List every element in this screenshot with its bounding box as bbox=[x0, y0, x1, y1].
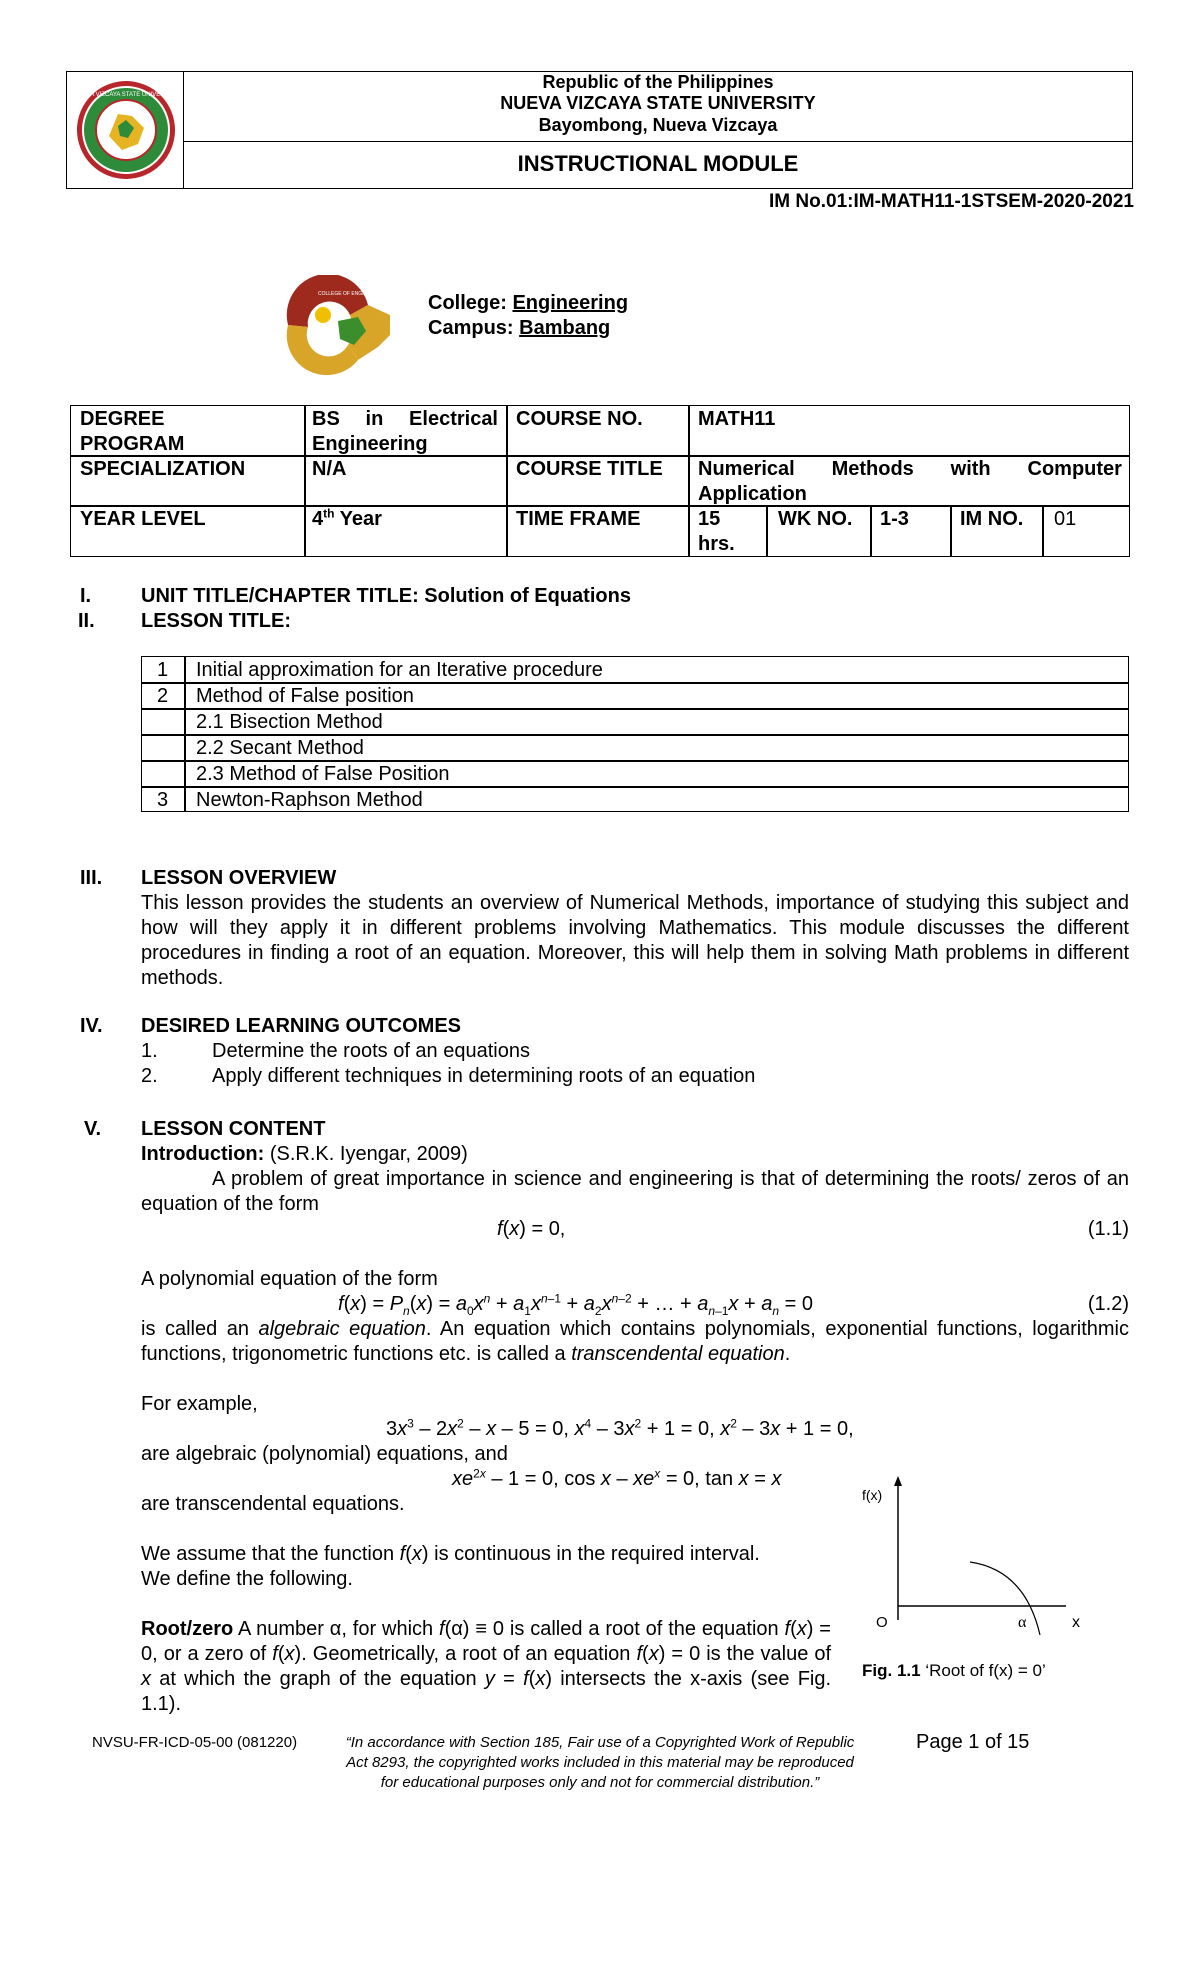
introduction-line bbox=[141, 1142, 468, 1167]
university-seal-logo bbox=[74, 78, 178, 182]
polynomial-intro: A polynomial equation of the form bbox=[141, 1268, 438, 1290]
year-sup: th bbox=[323, 506, 335, 521]
section-2-num: II. bbox=[78, 610, 95, 632]
outcome-num: 2. bbox=[141, 1065, 158, 1087]
info-table-col-5 bbox=[870, 505, 872, 557]
section-1-num: I. bbox=[80, 585, 92, 607]
section-4-num: IV. bbox=[80, 1015, 103, 1037]
equation-1-1: f(x) = 0, bbox=[497, 1218, 566, 1240]
assume-post: is continuous in the required interval. bbox=[434, 1543, 760, 1565]
im-no-value: 01 bbox=[1054, 508, 1077, 530]
term-transcendental-equation: transcendental equation bbox=[571, 1343, 785, 1365]
course-title-label: COURSE TITLE bbox=[516, 458, 663, 480]
course-no-value: MATH11 bbox=[698, 408, 776, 430]
lesson-title: 2.3 Method of False Position bbox=[196, 763, 450, 785]
origin-label: O bbox=[876, 1614, 888, 1631]
figure-caption-text: ‘Root of f(x) = 0’ bbox=[925, 1661, 1046, 1680]
lesson-num: 1 bbox=[156, 659, 169, 681]
outcome-text: Determine the roots of an equations bbox=[212, 1040, 530, 1062]
define-line: We define the following. bbox=[141, 1568, 353, 1590]
degree-value: BS in Electrical Engineering bbox=[312, 408, 498, 455]
root-figure bbox=[850, 1470, 1090, 1640]
im-number: IM No.01:IM-MATH11-1STSEM-2020-2021 bbox=[769, 191, 1134, 212]
root-def-1: A number α, for which bbox=[238, 1618, 434, 1640]
term-algebraic-equation: algebraic equation bbox=[258, 1318, 426, 1340]
root-def-6: at which the graph of the equation bbox=[159, 1668, 477, 1690]
outcome-num: 1. bbox=[141, 1040, 158, 1062]
footer-page-number: Page 1 of 15 bbox=[916, 1731, 1030, 1753]
intro-paragraph-text: A problem of great importance in science and engineering is that of determining the roots/ zeros of an equation of the form bbox=[141, 1168, 1129, 1215]
equation-1-1-label: (1.1) bbox=[1087, 1218, 1129, 1240]
info-table-col-4 bbox=[766, 505, 768, 557]
intro-citation: (S.R.K. Iyengar, 2009) bbox=[269, 1143, 468, 1165]
section-2-title: LESSON TITLE: bbox=[141, 610, 291, 632]
college-logo-text: COLLEGE OF ENGINEERING bbox=[318, 291, 387, 297]
time-frame-label: TIME FRAME bbox=[516, 508, 641, 530]
y-axis-label: f(x) bbox=[862, 1487, 883, 1503]
college-line bbox=[428, 291, 628, 316]
time-frame-value: 15 hrs. bbox=[698, 508, 735, 555]
root-label: Root/zero bbox=[141, 1618, 234, 1640]
course-no-label: COURSE NO. bbox=[516, 408, 643, 430]
text-after-algebraic: . An equation which contains polynomials, exponential functions, logarithmic functions, trigonometric functions etc. is called a bbox=[141, 1318, 1129, 1365]
for-example: For example, bbox=[141, 1393, 258, 1415]
assume-pre: We assume that the function bbox=[141, 1543, 395, 1565]
info-table-col-2 bbox=[506, 405, 508, 557]
outcome-text: Apply different techniques in determining roots of an equation bbox=[212, 1065, 756, 1087]
equation-1-2-label: (1.2) bbox=[1087, 1293, 1129, 1315]
specialization-label: SPECIALIZATION bbox=[80, 458, 246, 480]
im-no-label: IM NO. bbox=[960, 508, 1024, 530]
info-table-col-1 bbox=[304, 405, 306, 557]
x-axis-label: x bbox=[1072, 1614, 1080, 1631]
year-level-value bbox=[312, 507, 382, 532]
root-def-3: , or a zero of bbox=[152, 1643, 267, 1665]
are-algebraic-text: are algebraic (polynomial) equations, and bbox=[141, 1443, 508, 1465]
lesson-num: 3 bbox=[156, 789, 169, 811]
info-table-col-6 bbox=[950, 505, 952, 557]
section-5-title: LESSON CONTENT bbox=[141, 1118, 326, 1140]
section-4-title: DESIRED LEARNING OUTCOMES bbox=[141, 1015, 462, 1037]
are-transcendental-text: are transcendental equations. bbox=[141, 1493, 405, 1515]
y-axis-arrow bbox=[894, 1476, 902, 1486]
lesson-title: 2.2 Secant Method bbox=[196, 737, 364, 759]
text-is-called-an: is called an bbox=[141, 1318, 249, 1340]
root-def-4: . Geometrically, a root of an equation bbox=[301, 1643, 631, 1665]
degree-label: DEGREE PROGRAM bbox=[80, 408, 185, 455]
root-def-7: intersects the x-axis (see Fig. 1.1). bbox=[141, 1668, 832, 1715]
intro-paragraph bbox=[141, 1167, 1129, 1217]
footer-form-code: NVSU-FR-ICD-05-00 (081220) bbox=[92, 1734, 298, 1751]
lesson-title: Initial approximation for an Iterative procedure bbox=[196, 659, 603, 681]
root-alpha-label: α bbox=[1018, 1614, 1027, 1631]
lesson-title: Method of False position bbox=[196, 685, 414, 707]
year-word: Year bbox=[339, 508, 382, 530]
lesson-title: Newton-Raphson Method bbox=[196, 789, 423, 811]
campus-line bbox=[428, 316, 610, 341]
info-table-col-7 bbox=[1042, 505, 1044, 557]
republic-line: Republic of the Philippines bbox=[542, 72, 774, 92]
week-no-value: 1-3 bbox=[880, 508, 909, 530]
university-name: NUEVA VIZCAYA STATE UNIVERSITY bbox=[500, 93, 816, 113]
function-curve bbox=[970, 1562, 1040, 1635]
section-3-title: LESSON OVERVIEW bbox=[141, 867, 337, 889]
lesson-title: 2.1 Bisection Method bbox=[196, 711, 383, 733]
figure-caption-label: Fig. 1.1 bbox=[862, 1661, 921, 1680]
footer-notice-line-1: “In accordance with Section 185, Fair use of a Copyrighted Work of Republic bbox=[345, 1734, 855, 1751]
specialization-value: N/A bbox=[312, 458, 347, 480]
university-location: Bayombong, Nueva Vizcaya bbox=[538, 115, 778, 135]
info-table-col-3 bbox=[688, 405, 690, 557]
lesson-num: 2 bbox=[156, 685, 169, 707]
campus-label: Campus: bbox=[428, 317, 514, 339]
figure-caption bbox=[862, 1660, 1046, 1682]
overview-paragraph: This lesson provides the students an overview of Numerical Methods, importance of studying this subject and how will they apply it in different problems involving Mathematics. This module discusses the different procedures in finding a root of an equation. Moreover, this will help them in solving Math problems in different methods. bbox=[141, 892, 1129, 989]
root-def-2: ≡ 0 is called a root of the equation bbox=[475, 1618, 779, 1640]
campus-value: Bambang bbox=[519, 317, 611, 339]
intro-label: Introduction: bbox=[141, 1143, 265, 1165]
section-5-num: V. bbox=[84, 1118, 102, 1140]
year-level-label: YEAR LEVEL bbox=[80, 508, 206, 530]
equation-1-2: $f(x) = P_n(x) = a_0x^n + a_1x^{n-1} + a_2x^{n-2}$ + … + $a_{n-1}x + a_n = 0$ bbox=[338, 1291, 813, 1318]
week-no-label: WK NO. bbox=[778, 508, 853, 530]
root-definition: Root/zero A number α, for which f(α) ≡ 0 is called a root of the equation f(x) = 0, or a zero of f(x). Geometrically, a root of an equation f(x) = 0 is the value of x at which the graph of the equation y = f(x) intersects the x-axis (see Fig. 1.1). bbox=[141, 1618, 832, 1715]
module-type-title: INSTRUCTIONAL MODULE bbox=[517, 151, 799, 176]
assumption-line: We assume that the function f(x) is continuous in the required interval. bbox=[141, 1543, 760, 1565]
college-label: College: bbox=[428, 292, 507, 314]
college-engineering-logo bbox=[278, 275, 398, 375]
section-1-title: UNIT TITLE/CHAPTER TITLE: Solution of Equations bbox=[141, 585, 631, 607]
algebraic-definition: is called an algebraic equation. An equation which contains polynomials, exponential functions, logarithmic functions, trigonometric functions etc. is called a transcendental equation. bbox=[141, 1318, 1129, 1365]
year-num: 4 bbox=[312, 508, 324, 530]
seal-text: NUEVA VIZCAYA STATE UNIVERSITY bbox=[74, 92, 178, 98]
footer-copyright-notice bbox=[320, 1733, 880, 1793]
section-3-num: III. bbox=[80, 867, 103, 889]
root-def-5: is the value of bbox=[706, 1643, 832, 1665]
course-title-value: Numerical Methods with Computer Application bbox=[698, 458, 1122, 505]
college-value: Engineering bbox=[512, 292, 629, 314]
algebraic-examples: $3x^3 - 2x^2 - x - 5 = 0$, $x^4 - 3x^2 + 1 = 0$, $x^2 - 3x + 1 = 0$, bbox=[386, 1416, 854, 1440]
footer-notice-line-2: Act 8293, the copyrighted works included in this material may be reproduced bbox=[346, 1754, 854, 1771]
transcendental-examples: $xe^{2x} - 1 = 0$, $\cos x - xe^x = 0$, tan x = x bbox=[452, 1466, 782, 1490]
footer-notice-line-3: for educational purposes only and not for commercial distribution.” bbox=[380, 1774, 820, 1791]
